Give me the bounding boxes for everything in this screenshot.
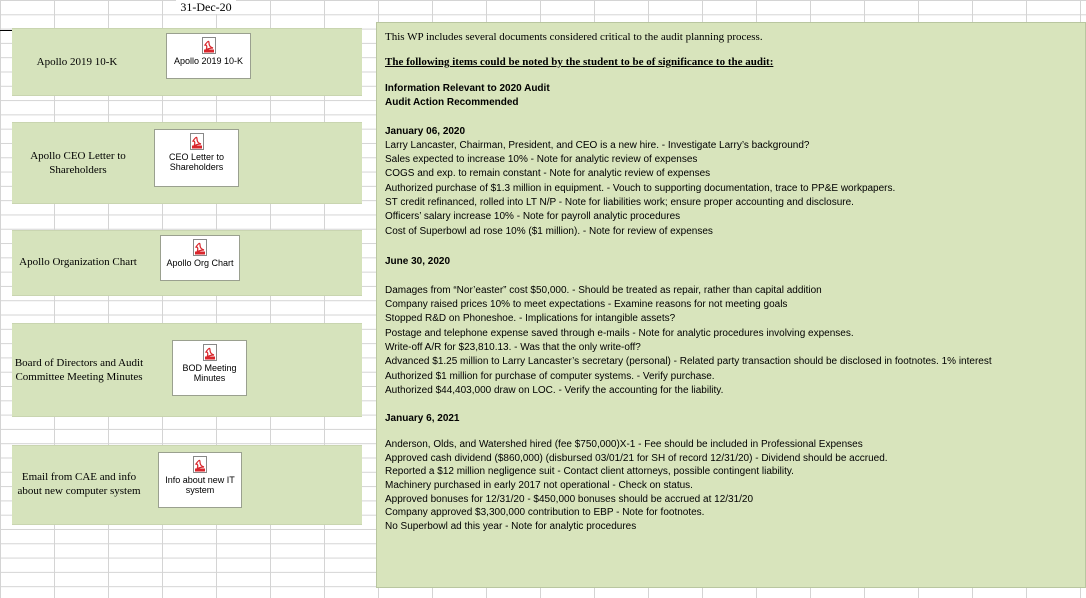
row-label: Apollo 2019 10-K <box>36 56 118 68</box>
column-heading-action: Audit Action Recommended <box>385 97 519 108</box>
pdf-attachment-ceo-letter[interactable] <box>154 129 239 187</box>
document-row-cae-email <box>12 445 362 525</box>
list-item: Authorized $44,403,000 draw on LOC. - Verify the accounting for the liability. <box>385 385 724 396</box>
pdf-icon <box>202 37 216 54</box>
row-border <box>0 30 12 31</box>
pdf-attachment-label: CEO Letter to Shareholders <box>168 152 225 172</box>
section-date: January 6, 2021 <box>385 413 460 424</box>
audit-notes-panel <box>376 22 1086 588</box>
list-item: Authorized purchase of $1.3 million in equipment. - Vouch to supporting documentation, trace to PP&E workpapers. <box>385 183 896 194</box>
row-label: Board of Directors and Audit Committee Meeting Minutes <box>14 357 144 383</box>
list-item: Write-off A/R for $23,810.13. - Was that the only write-off? <box>385 342 641 353</box>
header-date: 31-Dec-20 <box>176 0 236 14</box>
document-row-bod-minutes <box>12 323 362 417</box>
list-item: Reported a $12 million negligence suit - Contact client attorneys, possible contingent liability. <box>385 466 794 477</box>
list-item: ST credit refinanced, rolled into LT N/P - Note for liabilities work; ensure proper accounting and disclosure. <box>385 197 854 208</box>
row-label: Email from CAE and info about new computer system <box>17 471 141 497</box>
pdf-attachment-org-chart[interactable] <box>160 235 240 281</box>
list-item: Company raised prices 10% to meet expectations - Examine reasons for not meeting goals <box>385 299 788 310</box>
pdf-attachment-label: Info about new IT system <box>165 475 235 495</box>
significance-heading: The following items could be noted by the student to be of significance to the audit: <box>385 56 774 68</box>
list-item: Larry Lancaster, Chairman, President, and CEO is a new hire. - Investigate Larry’s background? <box>385 140 810 151</box>
section-date: January 06, 2020 <box>385 126 466 137</box>
list-item: Cost of Superbowl ad rose 10% ($1 million). - Note for review of expenses <box>385 226 713 237</box>
intro-text: This WP includes several documents considered critical to the audit planning process. <box>385 31 763 43</box>
document-row-ceo-letter <box>12 122 362 204</box>
pdf-attachment-label: Apollo Org Chart <box>166 258 234 268</box>
pdf-icon <box>193 239 207 256</box>
list-item: Stopped R&D on Phoneshoe. - Implications for intangible assets? <box>385 313 676 324</box>
document-row-org-chart <box>12 230 362 296</box>
document-row-10k <box>12 28 362 96</box>
section-date: June 30, 2020 <box>385 256 451 267</box>
list-item: Officers’ salary increase 10% - Note for payroll analytic procedures <box>385 211 681 222</box>
list-item: Machinery purchased in early 2017 not operational - Check on status. <box>385 480 693 491</box>
pdf-attachment-label: Apollo 2019 10-K <box>173 56 244 66</box>
pdf-icon <box>203 344 217 361</box>
list-item: Postage and telephone expense saved through e-mails - Note for analytic procedures involving expenses. <box>385 328 854 339</box>
column-heading-info: Information Relevant to 2020 Audit <box>385 83 550 94</box>
list-item: COGS and exp. to remain constant - Note for analytic review of expenses <box>385 168 711 179</box>
row-label: Apollo Organization Chart <box>19 256 137 268</box>
list-item: Advanced $1.25 million to Larry Lancaster’s secretary (personal) - Related party transaction should be disclosed in footnotes. 1% interest <box>385 356 992 367</box>
list-item: Anderson, Olds, and Watershed hired (fee $750,000)X-1 - Fee should be included in Professional Expenses <box>385 439 863 450</box>
row-label: Apollo CEO Letter to Shareholders <box>30 150 126 176</box>
list-item: Approved cash dividend ($860,000) (disbursed 03/01/21 for SH of record 12/31/20) - Dividend should be accrued. <box>385 453 888 464</box>
pdf-attachment-it-system[interactable] <box>158 452 242 508</box>
list-item: Sales expected to increase 10% - Note for analytic review of expenses <box>385 154 698 165</box>
pdf-icon <box>193 456 207 473</box>
list-item: No Superbowl ad this year - Note for analytic procedures <box>385 521 637 532</box>
pdf-icon <box>190 133 204 150</box>
list-item: Damages from “Nor’easter” cost $50,000. - Should be treated as repair, rather than capital addition <box>385 285 822 296</box>
pdf-attachment-bod-minutes[interactable] <box>172 340 247 396</box>
list-item: Approved bonuses for 12/31/20 - $450,000 bonuses should be accrued at 12/31/20 <box>385 494 754 505</box>
list-item: Company approved $3,300,000 contribution to EBP - Note for footnotes. <box>385 507 705 518</box>
list-item: Authorized $1 million for purchase of computer systems. - Verify purchase. <box>385 371 715 382</box>
pdf-attachment-label: BOD Meeting Minutes <box>182 363 237 383</box>
pdf-attachment-10k[interactable] <box>166 33 251 79</box>
